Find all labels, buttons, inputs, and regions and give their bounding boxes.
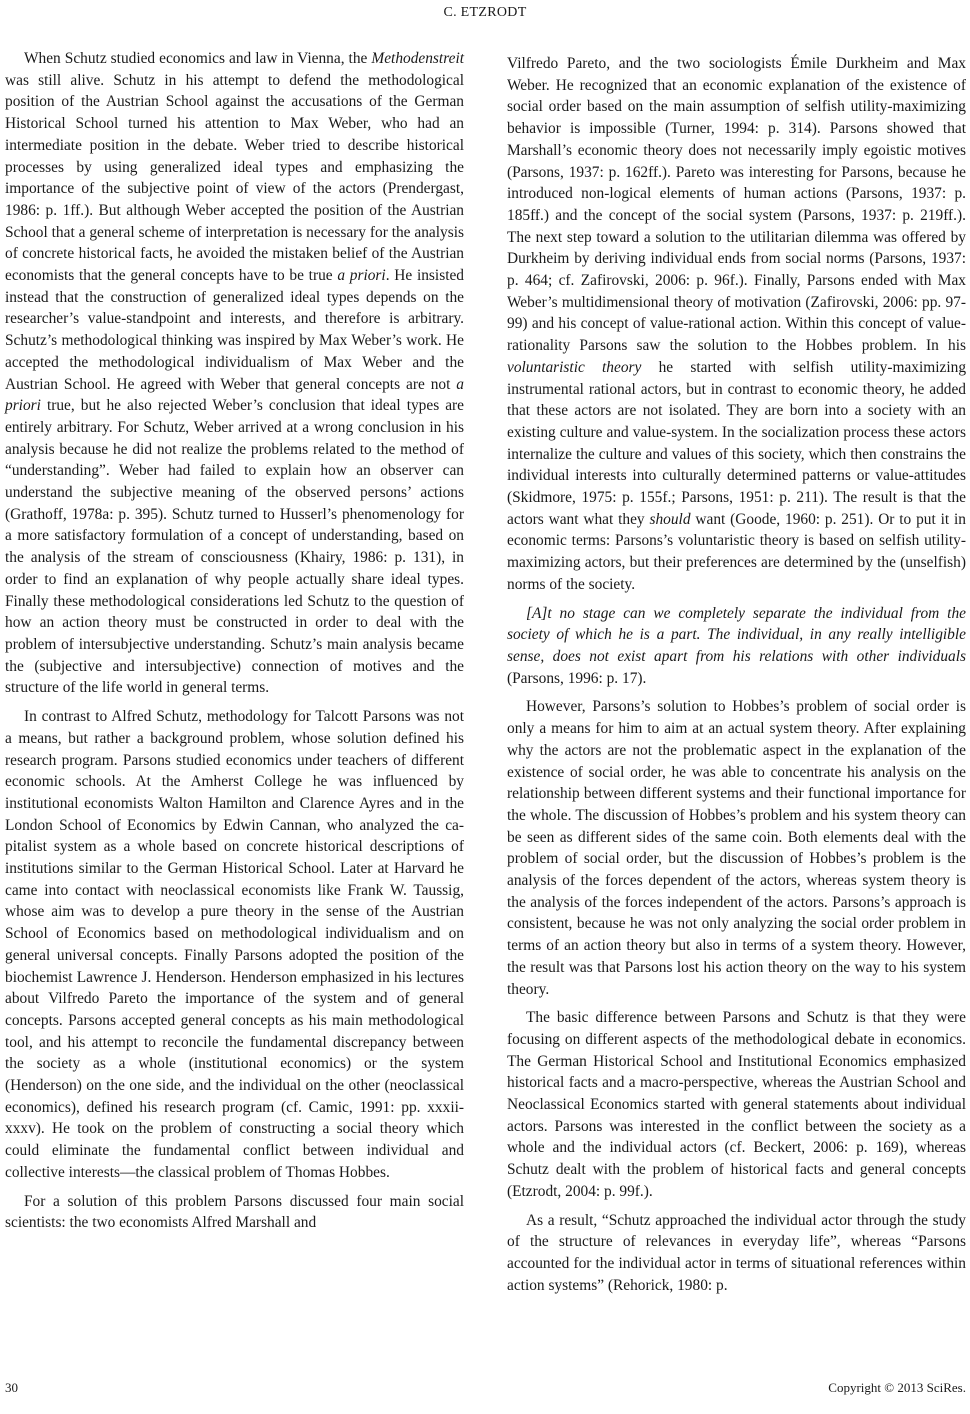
- italic-run: Methodenstreit: [371, 50, 464, 67]
- paragraph: [507, 696, 966, 1000]
- italic-run: voluntaristic theory: [507, 358, 642, 376]
- running-head: C. ETZRODT: [443, 5, 527, 20]
- paragraph: [507, 53, 966, 596]
- text-run: true, but he also rejected Weber’s conclusion that ideal types are entirely arbitrary. For Schutz, Weber arrived at a wrong conclusion in his analysis because he did not realize the problems related to the method of “understanding”. Weber had failed to explain how an observer can understand the subjective meaning of the observed persons’ actions (Grathoff, 1978a: p. 395). Schutz turned to Husserl’s phenomenology for a more satisfactory formulation of a concept of understanding, based on the analysis of the stream of consciousness (Khairy, 1986: p. 131), in order to find an explanation of why people actually share ideal types. Finally these methodological considerations led Schutz to the question of how an action theory must be constructed in order to deal with the problem of intersubjective understanding. Schutz’s main analysis became the (subjective and intersubjective) connection of motives and the structure of the life world in general terms.: [5, 397, 464, 697]
- copyright-notice: Copyright © 2013 SciRes.: [828, 1380, 966, 1395]
- text-run: want (Goode, 1960: p. 251). Or to put it in economic terms: Parsons’s voluntaristic theory is based on selfish utility-maximizing actors, but their preferences are determined by the (unselfish) norms of the society.: [507, 510, 966, 593]
- text-run: he started with selfish utility-maximizing instrumental rational actors, but in contrast to economic theory, he added that these actors are not isolated. They are born into a society with an existing culture and value-system. In the socialization process these actors internalize the culture and values of this society, which then constrains the individual interests into culturally determined patterns or value-attitudes (Skidmore, 1975: p. 155f.; Parsons, 1951: p. 211). The result is that the actors want what they: [507, 358, 967, 528]
- text-run: For a solution of this problem Parsons discussed four main social scientists: the two economists Alfred Marshall and: [5, 1192, 464, 1232]
- text-run: In contrast to Alfred Schutz, methodology for Talcott Parsons was not a means, but rather a background problem, whose solution defined his research program. Parsons studied economics under teachers of different economic schools. At the Amherst College he was influenced by institutional economists Walton Hamilton and Clarence Ayres and in the London School of Economics by Edwin Cannan, who analyzed the capitalist system as a whole based on concrete historical descriptions of institutions similar to the German Historical School. Later at Harvard he came into contact with neoclassical economists like Frank W. Taussig, whose aim was to develop a pure theory in the sense of the Austrian School of Economics based on methodological individualism and on general universal concepts. Finally Parsons adopted the position of the biochemist Lawrence J. Henderson. Henderson emphasized in his lectures about Vilfredo Pareto the importance of the system and of general concepts. Parsons accepted general concepts as his main methodological tool, and his attempt to reconcile the fundamental discrepancy between the society as a whole (institutional economics) or the system (Henderson) on the one side, and the individual on the other (neoclassical economics), defined his research program (cf. Camic, 1991: pp. xxxii-xxxv). He took on the problem of constructing a social theory which could eliminate the fundamental conflict between individual and collective interests—the classical problem of Thomas Hobbes.: [5, 708, 464, 1181]
- paragraph: [507, 1210, 966, 1297]
- paragraph: [5, 706, 464, 1183]
- text-run: As a result, “Schutz approached the individual actor through the study of the structure of relevances in everyday life”, whereas “Parsons accounted for the individual actor in terms of situational references within action systems” (Rehorick, 1980: p.: [507, 1211, 966, 1294]
- text-run: (Parsons, 1996: p. 17).: [507, 669, 647, 687]
- text-run: The basic difference between Parsons and Schutz is that they were focusing on different aspects of the methodological debate in economics. The German Historical School and Institutional Economics emphasized historical facts and a macro-perspective, whereas the Austrian School and Neoclassical Economics started with general statements about individual actors. Parsons was interested in the conflict between the society as a whole and the individual actors (cf. Beckert, 2006: p. 169), whereas Schutz dealt with the problem of historical facts and general concepts (Etzrodt, 2004: p. 99f.).: [507, 1009, 966, 1200]
- paragraph: [507, 1007, 966, 1202]
- italic-run: a priori: [5, 375, 464, 415]
- left-column: [5, 48, 464, 1234]
- italic-run: a priori: [337, 267, 386, 285]
- text-run: . He insisted instead that the construction of generalized ideal types depends on the researcher’s value-standpoint and interests, and therefore is arbitrary. Schutz’s methodological thinking was inspired by Max Weber’s work. He accepted the methodological individualism of Max Weber and the Austrian School. He agreed with Weber that general concepts are not: [5, 267, 464, 393]
- paragraph: [5, 48, 464, 699]
- italic-run: [A]: [526, 604, 548, 622]
- text-run: Vilfredo Pareto, and the two sociologists Émile Durkheim and Max Weber. He recognized that an economic explanation of the existence of social order based on the main assumption of selfish utility-maximizing behavior is impossible (Turner, 1994: p. 314). Parsons showed that Marshall’s economic theory does not necessarily imply egoistic motives (Parsons, 1937: p. 162ff.). Pareto was interesting for Parsons, because he introduced non-logical elements of human actions (Parsons, 1937: p. 185ff.) and the concept of the social system (Parsons, 1937: p. 219ff.). The next step toward a solution to the utilitarian dilemma was offered by Durkheim by deriving individual ends from social norms (Parsons, 1937: p. 464; cf. Zafirovski, 2006: p. 96f.). Finally, Parsons ended with Max Weber’s multidimensional theory of motivation (Zafirovski, 2006: pp. 97-99) and his concept of value-rational action. Within this concept of value-rationality Parsons saw the solution to the Hobbes problem. In his: [507, 55, 966, 355]
- right-column: [507, 53, 966, 1296]
- text-run: was still alive. Schutz in his attempt to defend the methodological position of the Austrian School against the accusations of the German Historical School turned his attention to Max Weber, who had an intermediate position in the debate. Weber tried to describe historical processes by using generalized ideal types and emphasizing the importance of the subjective point of view of the actors (Prendergast, 1986: p. 1ff.). But although Weber accepted the position of the Austrian School that a general scheme of interpretation is necessary for the analysis of concrete historical facts, he avoided the mistaken belief of the Austrian economists that the general concepts have to be true: [5, 71, 464, 285]
- italic-run: t no stage can we completely separate the individual from the society of which he is a part. The individual, in any really intelligible sense, does not exist apart from his relations with other individuals: [507, 604, 966, 665]
- text-run: However, Parsons’s solution to Hobbes’s problem of social order is only a means for him to aim at an actual system theory. After explaining why the actors are not the problematic aspect in the explanation of the existence of social order, he was able to concentrate his analysis on the relationship between different systems and their functional importance for the whole. The discussion of Hobbes’s problem and his system theory can be seen as different sides of the same coin. Both elements deal with the problem of social order, but the discussion of Hobbes’s problem is the analysis of the forces dependent of the actors, whereas system theory is the analysis of the forces independent of the actors. Parsons’s approach is consistent, because he was not only analyzing the social order problem in terms of an action theory but also in terms of a system theory. However, the result was that Parsons lost his action theory on the way to his system theory.: [507, 698, 966, 998]
- block-quote: [507, 603, 966, 690]
- page-number: 30: [5, 1380, 18, 1395]
- text-run: When Schutz studied economics and law in Vienna, the: [24, 50, 372, 67]
- paragraph: [5, 1191, 464, 1234]
- italic-run: should: [649, 510, 691, 528]
